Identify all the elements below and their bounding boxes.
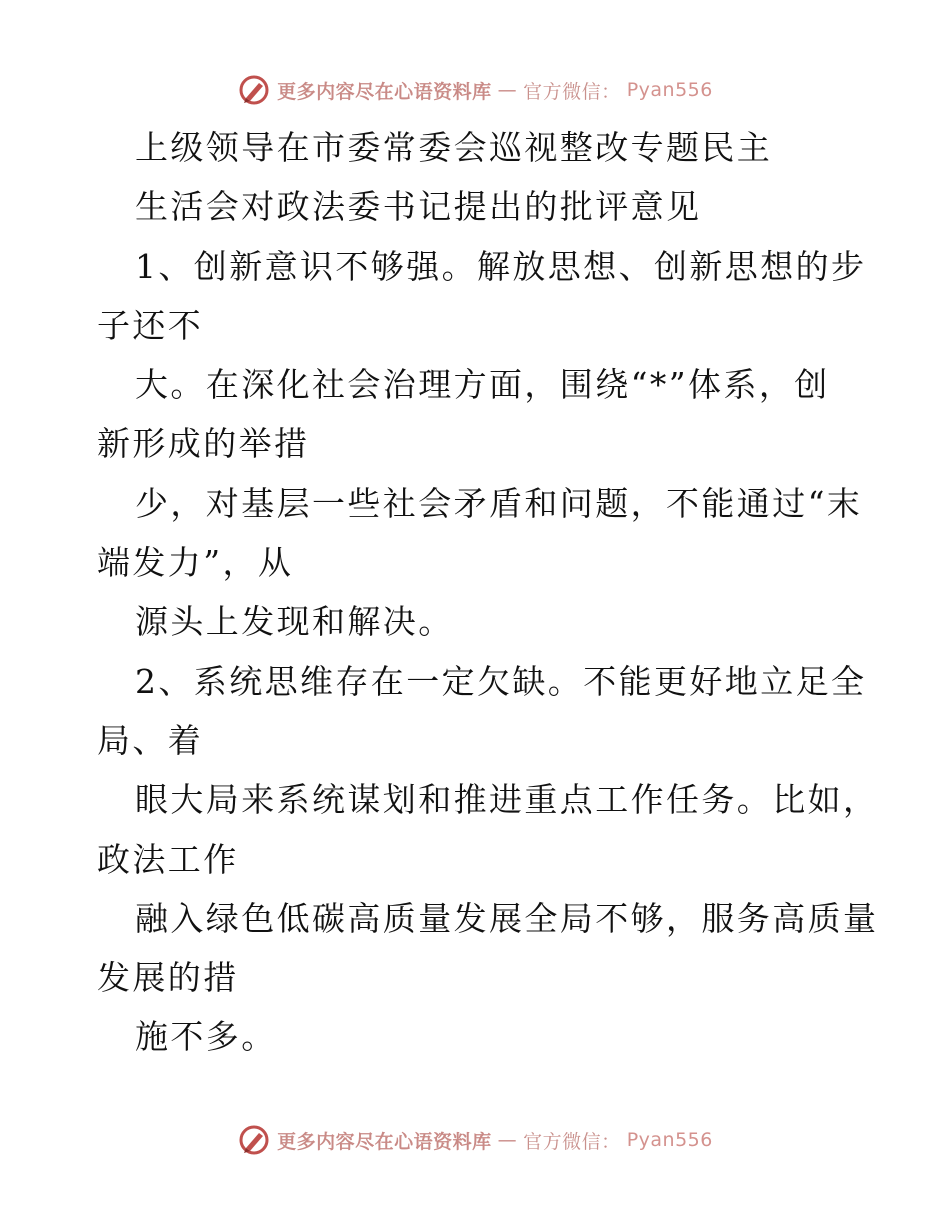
watermark-dash: — [497, 1129, 518, 1151]
doc-line-12: 眼大局来系统谋划和推进重点工作任务。比如， [135, 780, 879, 820]
doc-line-16: 施不多。 [135, 1017, 277, 1057]
watermark-account: Pyan556 [626, 1129, 713, 1151]
watermark-official-label: 官方微信： [523, 1130, 621, 1153]
watermark-dash: — [497, 79, 518, 101]
document-body [97, 118, 879, 1067]
doc-line-9: 源头上发现和解决。 [135, 602, 454, 642]
doc-line-11: 局、着 [97, 720, 204, 760]
watermark-official-label: 官方微信： [523, 80, 621, 103]
doc-line-5: 大。在深化社会治理方面，围绕“*”体系，创 [135, 365, 830, 405]
pen-logo-icon [237, 73, 271, 107]
watermark-text: 更多内容尽在心语资料库 [277, 80, 492, 103]
watermark-text: 更多内容尽在心语资料库 [277, 1130, 492, 1153]
doc-line-8: 端发力”，从 [97, 543, 294, 583]
doc-line-14: 融入绿色低碳高质量发展全局不够，服务高质量 [135, 898, 879, 938]
doc-line-13: 政法工作 [97, 839, 239, 879]
doc-line-10: 2、系统思维存在一定欠缺。不能更好地立足全 [135, 661, 867, 701]
watermark-account: Pyan556 [626, 79, 713, 101]
doc-line-4: 子还不 [97, 305, 204, 345]
doc-line-1: 上级领导在市委常委会巡视整改专题民主 [135, 128, 773, 167]
doc-line-15: 发展的措 [97, 958, 239, 998]
doc-line-3: 1、创新意识不够强。解放思想、创新思想的步 [135, 246, 867, 286]
pen-logo-icon [237, 1123, 271, 1157]
header-watermark [0, 70, 950, 110]
footer-watermark [0, 1120, 950, 1160]
doc-line-2: 生活会对政法委书记提出的批评意见 [135, 187, 702, 227]
doc-line-7: 少，对基层一些社会矛盾和问题，不能通过“末 [135, 483, 863, 523]
doc-line-6: 新形成的举措 [97, 424, 310, 464]
